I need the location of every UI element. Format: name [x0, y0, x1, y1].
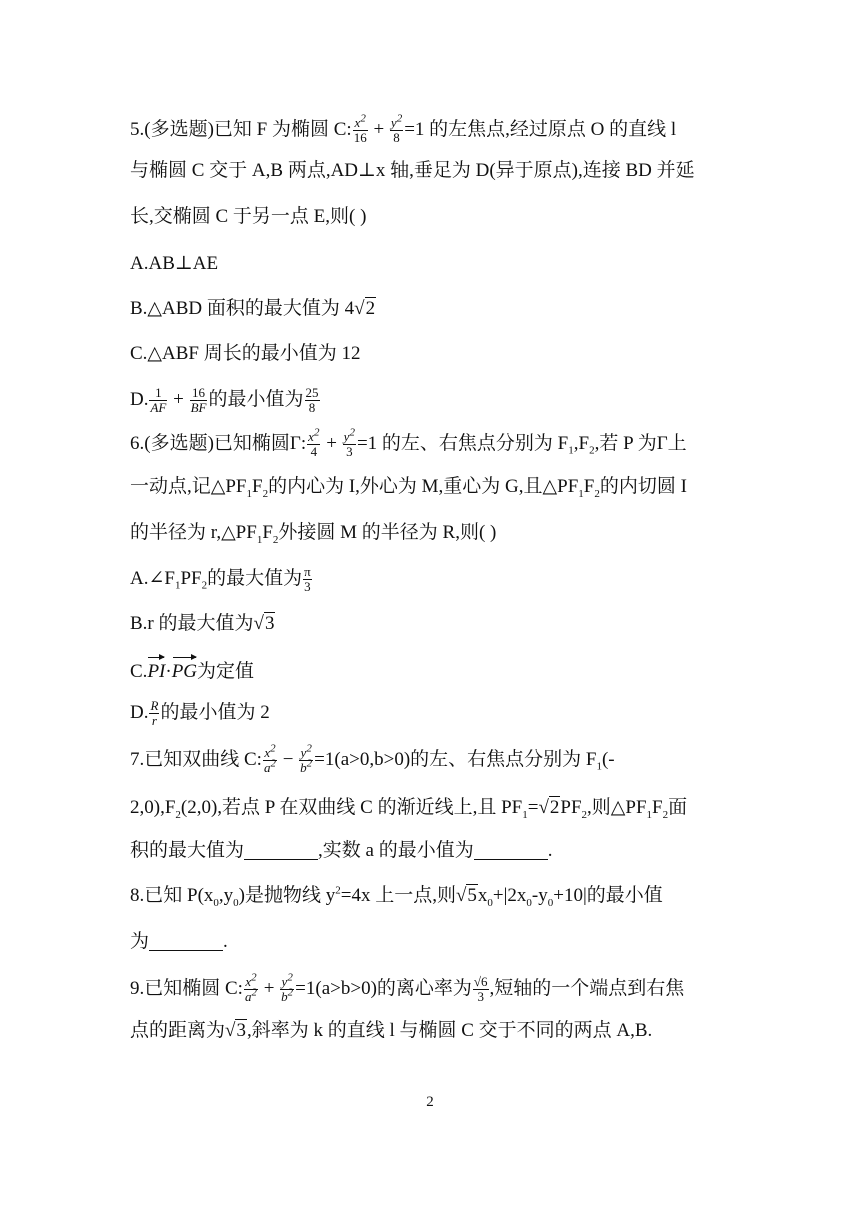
q6-line-2: 一动点,记$\triangle PF_1F_2$的内心为 I,外心为 M,重心为 G,且$\triangle PF_1F_2$的内切圆 I: [130, 476, 687, 500]
q5-text: 5.(多选题)已知 F 为椭圆 C:: [130, 118, 352, 140]
fraction: $\frac{x^2}{4}$: [308, 426, 320, 459]
q6-option-a: $A.\angle F_1PF_2$的最大值为 $\frac{\pi}{3}$: [130, 564, 311, 594]
q6-option-c: C.PI·PG为定值: [130, 655, 254, 685]
q7-line-1: 7.已知双曲线 C: $\frac{x^2}{a^2}$ − $\frac{y^2}{b^2}$ =1(a>0,b>0)的左、右焦点分别为 $F_1(-$: [130, 742, 615, 775]
fraction: $\frac{y^2}{b^2}$: [300, 742, 313, 775]
q6-option-d: D. $\frac{R}{r}$ 的最小值为 2: [130, 698, 270, 728]
q8-line-2: 为 .: [130, 931, 228, 952]
fraction: $\frac{x^2}{16}$: [353, 112, 367, 145]
page-number: 2: [426, 1094, 434, 1110]
fraction: $\frac{25}{8}$: [305, 385, 319, 415]
answer-blank[interactable]: [474, 841, 548, 860]
q5-line-3: 长,交椭圆 C 于另一点 E,则( ): [130, 206, 367, 227]
q5-option-c: C.△ABF 周长的最小值为 12: [130, 343, 361, 364]
fraction: $\frac{x^2}{a^2}$: [244, 971, 257, 1004]
q6-line-1: 6.(多选题)已知椭圆Γ: $\frac{x^2}{4}$ + $\frac{y^2}{3}$ =1 的左、右焦点分别为 $F_1,F_2$,若 P 为Γ上: [130, 426, 687, 459]
fraction: $\frac{16}{BF}$: [190, 385, 207, 415]
q8-line-1: 8.已知 $P(x_0,y_0)$是抛物线 $y^2=4x$ 上一点,则$√5x_0+|2x_0-y_0+10|$的最小值: [130, 884, 663, 909]
q6-line-3: 的半径为 $r,\triangle PF_1F_2$外接圆 M 的半径为 R,则( ): [130, 522, 497, 546]
q5-text: =1 的左焦点,经过原点 O 的直线 l: [404, 118, 677, 140]
q5-option-b: B.△ABD 面积的最大值为 4√2: [130, 298, 376, 319]
fraction: $\frac{√6}{3}$: [473, 974, 488, 1004]
fraction: $\frac{\pi}{3}$: [304, 564, 311, 594]
q5-line-1: 5.(多选题)已知 F 为椭圆 C: $\frac{x^2}{16}$ + $\frac{y^2}{8}$ =1 的左焦点,经过原点 O 的直线 l: [130, 112, 677, 145]
q5-option-d: D. $\frac{1}{AF}$ + $\frac{16}{BF}$ 的最小值为 $\frac{25}{8}$: [130, 385, 319, 415]
answer-blank[interactable]: [149, 932, 223, 951]
q5-option-a: A.AB⊥AE: [130, 253, 219, 274]
q9-line-2: 点的距离为√3,斜率为 k 的直线 l 与椭圆 C 交于不同的两点 A,B.: [130, 1020, 653, 1041]
q7-line-2: $2,0),F_2(2,0)$,若点 P 在双曲线 C 的渐近线上,且 $PF_1=√2PF_2$,则$\triangle PF_1F_2$面: [130, 797, 688, 821]
q9-line-1: 9.已知椭圆 C: $\frac{x^2}{a^2}$ + $\frac{y^2}{b^2}$ =1(a>b>0)的离心率为 $\frac{√6}{3}$ ,短轴的一个端点到右焦: [130, 971, 685, 1004]
fraction: $\frac{y^2}{b^2}$: [281, 971, 294, 1004]
fraction: $\frac{x^2}{a^2}$: [263, 742, 276, 775]
fraction: $\frac{y^2}{3}$: [343, 426, 355, 459]
answer-blank[interactable]: [244, 841, 318, 860]
fraction: $\frac{R}{r}$: [150, 698, 159, 728]
q6-option-b: B.r 的最大值为√3: [130, 613, 275, 634]
q5-line-2: 与椭圆 C 交于 A,B 两点,AD⊥x 轴,垂足为 D(异于原点),连接 BD 并延: [130, 160, 695, 181]
fraction: $\frac{1}{AF}$: [150, 385, 167, 415]
fraction: $\frac{y^2}{8}$: [390, 112, 403, 145]
q7-line-3: 积的最大值为 ,实数 a 的最小值为 .: [130, 840, 553, 861]
